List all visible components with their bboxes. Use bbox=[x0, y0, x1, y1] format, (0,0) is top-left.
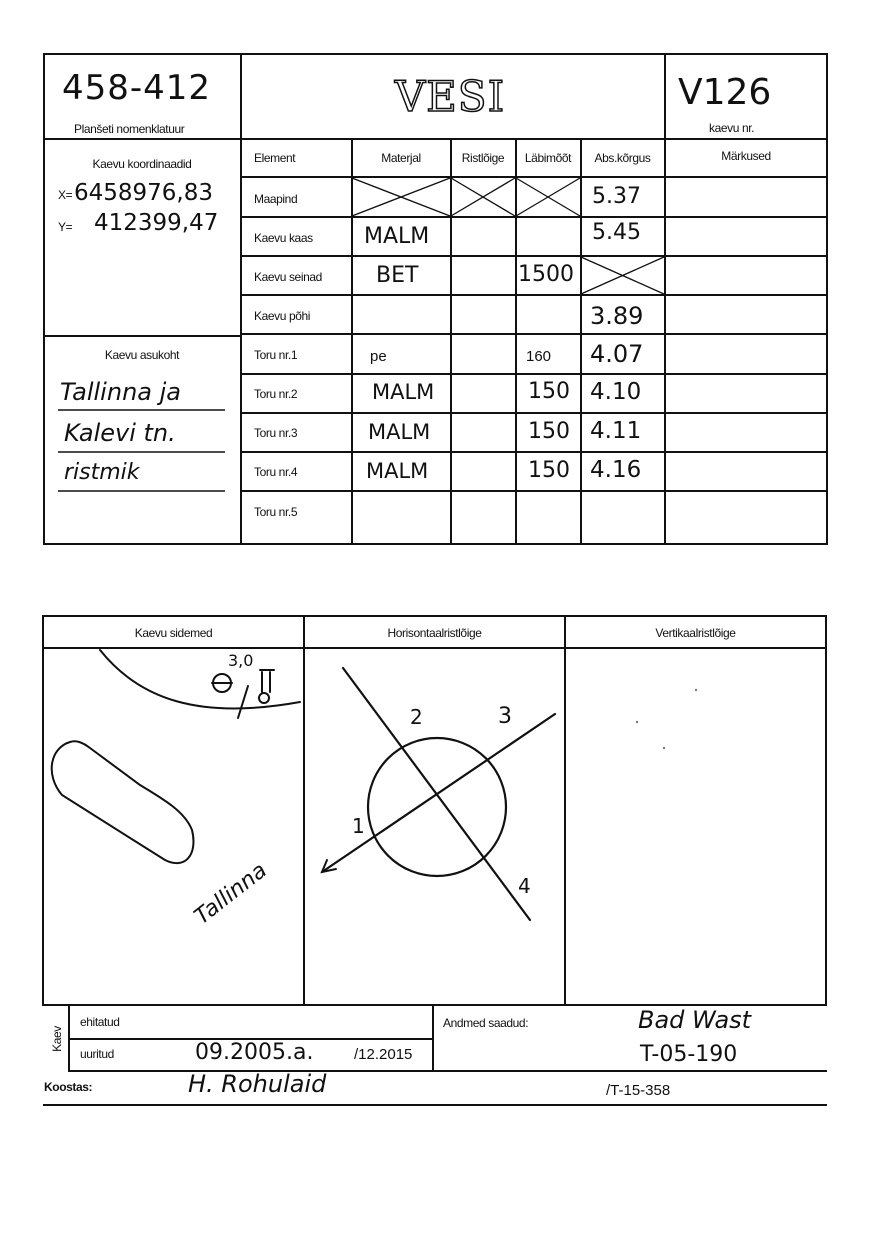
built-label: ehitatud bbox=[80, 1015, 120, 1029]
sheet-label: Planšeti nomenklatuur bbox=[74, 122, 185, 136]
row-diameter: 150 bbox=[528, 458, 570, 483]
row-material: pe bbox=[370, 348, 387, 365]
row-material: MALM bbox=[364, 224, 430, 249]
coordinates-label: Kaevu koordinaadid bbox=[92, 157, 192, 171]
location-label: Kaevu asukoht bbox=[104, 348, 180, 362]
horizontal-section-label: Horisontaalristlõige bbox=[387, 626, 482, 640]
received-label: Andmed saadud: bbox=[443, 1016, 529, 1030]
x-coordinate: 6458976,83 bbox=[74, 180, 214, 206]
ties-label: Kaevu sidemed bbox=[134, 626, 213, 640]
well-number-label: kaevu nr. bbox=[709, 121, 755, 135]
received-signature: Bad Wast bbox=[638, 1006, 752, 1034]
col-header-section: Ristlõige bbox=[461, 151, 505, 165]
row-diameter: 150 bbox=[528, 419, 570, 444]
surveyed-date: 09.2005.a. bbox=[195, 1040, 314, 1065]
row-elevation: 5.37 bbox=[592, 184, 641, 209]
row-elevation: 4.11 bbox=[590, 418, 642, 444]
well-number: V126 bbox=[678, 72, 772, 113]
island-shape bbox=[52, 741, 194, 863]
tie-distance: 3,0 bbox=[228, 651, 254, 670]
row-element: Toru nr.2 bbox=[254, 387, 298, 401]
well-side-label: Kaev bbox=[50, 1026, 64, 1052]
x-prefix: X= bbox=[58, 188, 73, 202]
row-elevation: 4.07 bbox=[590, 340, 644, 368]
compiled-label: Koostas: bbox=[44, 1080, 93, 1094]
row-elevation: 5.45 bbox=[592, 220, 641, 245]
col-header-element: Element bbox=[254, 151, 296, 165]
manhole-circle bbox=[368, 738, 506, 876]
row-material: MALM bbox=[368, 420, 431, 444]
compiled-ref: /T-15-358 bbox=[606, 1082, 671, 1099]
row-element: Toru nr.3 bbox=[254, 426, 298, 440]
row-diameter: 160 bbox=[526, 348, 552, 365]
row-element: Maapind bbox=[254, 192, 298, 206]
col-header-diameter: Läbimõõt bbox=[524, 151, 572, 165]
row-elevation: 3.89 bbox=[590, 302, 644, 330]
pipe-number-2: 2 bbox=[410, 705, 423, 729]
row-material: MALM bbox=[372, 380, 435, 404]
row-element: Kaevu seinad bbox=[254, 270, 322, 284]
location-line-3: ristmik bbox=[64, 460, 140, 485]
pipe-number-1: 1 bbox=[352, 814, 365, 838]
row-element: Toru nr.1 bbox=[254, 348, 298, 362]
location-line-1: Tallinna ja bbox=[60, 378, 181, 406]
compiled-by: H. Rohulaid bbox=[188, 1070, 327, 1098]
col-header-notes: Märkused bbox=[721, 149, 771, 163]
received-ref: T-05-190 bbox=[640, 1042, 738, 1067]
col-header-elevation: Abs.kõrgus bbox=[594, 151, 651, 165]
row-elevation: 4.16 bbox=[590, 457, 642, 483]
row-element: Toru nr.4 bbox=[254, 465, 298, 479]
row-element: Kaevu põhi bbox=[254, 309, 311, 323]
row-diameter: 150 bbox=[528, 379, 570, 404]
col-header-material: Materjal bbox=[381, 151, 421, 165]
surveyed-update: /12.2015 bbox=[354, 1046, 413, 1063]
y-coordinate: 412399,47 bbox=[94, 210, 219, 236]
row-element: Toru nr.5 bbox=[254, 505, 298, 519]
row-element: Kaevu kaas bbox=[254, 231, 313, 245]
pipe-number-4: 4 bbox=[518, 874, 531, 898]
pipe-number-3: 3 bbox=[498, 704, 512, 729]
location-line-2: Kalevi tn. bbox=[64, 419, 176, 447]
y-prefix: Y= bbox=[58, 220, 73, 234]
row-material: MALM bbox=[366, 459, 429, 483]
vertical-section-label: Vertikaalristlõige bbox=[655, 626, 736, 640]
sheet-number: 458-412 bbox=[62, 68, 212, 108]
page-title: VESI bbox=[394, 72, 506, 121]
street-name-sketch: Tallinna bbox=[190, 858, 272, 930]
row-diameter: 1500 bbox=[518, 262, 574, 287]
row-material: BET bbox=[376, 263, 419, 288]
surveyed-label: uuritud bbox=[80, 1047, 114, 1061]
row-elevation: 4.10 bbox=[590, 379, 642, 405]
